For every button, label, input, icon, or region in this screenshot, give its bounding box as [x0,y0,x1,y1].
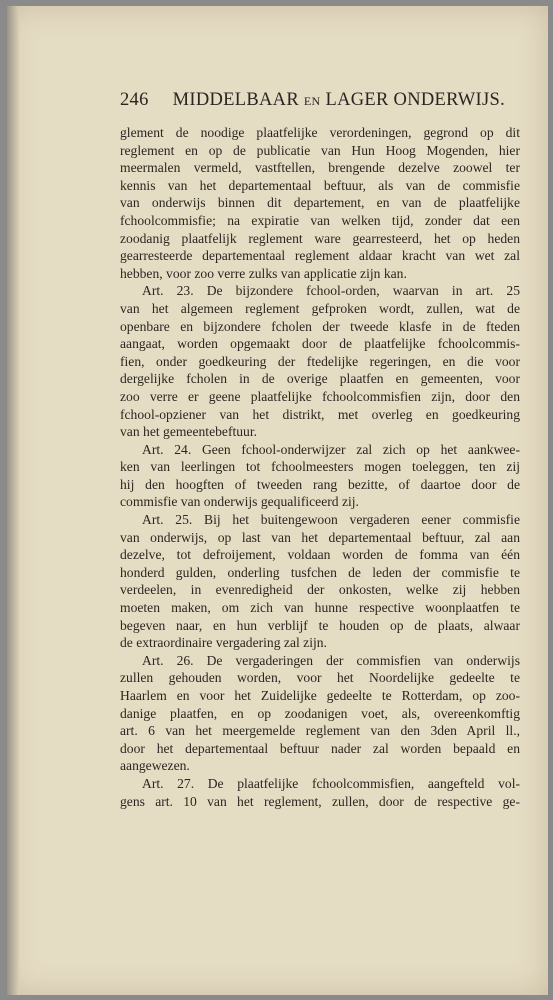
text-line: hij den hoogften of tweeden rang bezitte, of daartoe door de [120,476,520,492]
running-title: MIDDELBAAR EN LAGER ONDERWIJS. [172,90,505,110]
text-line: fchool-opziener van het distrikt, met overleg en goedkeuring [120,406,520,422]
book-page [7,6,548,995]
text-line: dezelve, tot defroijement, voldaan worden de fomma van één [120,547,520,563]
text-line: aangaat, worden opgemaakt door de plaatfelijke fchoolcommis- [120,336,520,352]
text-line: kennis van het departementaal beftuur, als van de commisfie [120,177,520,193]
running-header [120,90,505,111]
page-gutter [7,6,19,995]
text-line: honderd gulden, onderling tusfchen de leden der commisfie te [120,564,520,580]
text-line: Art. 25. Bij het buitengewoon vergaderen eener commisfie [142,512,520,528]
text-line: art. 6 van het meergemelde reglement van den 3den April ll., [120,723,520,739]
text-line: fchoolcommisfie; na expiratie van welken tijd, zonder dat een [120,212,520,228]
text-line: zoodanig plaatfelijk reglement ware gearresteerd, het op heden [120,230,520,246]
text-line: gens art. 10 van het reglement, zullen, door de respective ge- [120,793,520,809]
text-line: reglement en op de publicatie van Hun Hoog Mogenden, hier [120,142,520,158]
text-line: dergelijke fcholen in de overige plaatfen en gemeenten, voor [120,371,520,387]
text-line: zoo verre er geene plaatfelijke fchoolcommisfien zijn, door den [120,388,520,404]
text-line: zullen gehouden worden, voor het Noordelijke gedeelte te [120,670,520,686]
text-line: van het algemeen reglement gefproken wordt, zullen, wat de [120,300,520,316]
text-line: Art. 23. De bijzondere fchool-orden, waarvan in art. 25 [142,283,520,299]
text-line: fien, onder goedkeuring der ftedelijke regeringen, en die voor [120,353,520,369]
text-line: hebben, voor zoo verre zulks van applicatie zijn kan. [120,265,407,281]
text-line: moeten maken, om zich van hunne respective woonplaatfen te [120,600,520,616]
text-line: begeven naar, en hun verblijf te houden op de plaats, alwaar [120,617,520,633]
text-line: openbare en bijzondere fcholen der tweede klasfe in de fteden [120,318,520,334]
text-line: van het gemeentebeftuur. [120,424,258,440]
text-line: Art. 24. Geen fchool-onderwijzer zal zich op het aankwee- [142,441,520,457]
text-line: gearresteerde departementaal reglement aldaar kracht van wet zal [120,248,520,264]
page-number: 246 [120,90,149,110]
text-line: Art. 26. De vergaderingen der commisfien van onderwijs [142,652,520,668]
text-line: Haarlem en voor het Zuidelijke gedeelte te Rotterdam, op zoo- [120,688,520,703]
text-line: ken van leerlingen tot fchoolmeesters mogen toeleggen, ten zij [120,459,520,475]
text-line: verdeelen, in evenredigheid der onkosten, welke zij hebben [120,582,520,598]
text-line: glement de noodige plaatfelijke verordeningen, gegrond op dit [120,125,520,140]
text-line: de extraordinaire vergadering zal zijn. [120,635,327,651]
text-line: Art. 27. De plaatfelijke fchoolcommisfien, aangefteld vol- [142,775,520,791]
text-line: commisfie van onderwijs gequalificeerd zij. [120,494,359,510]
text-line: aangewezen. [120,758,190,774]
text-line: van onderwijs binnen dit departement, en van de plaatfelijke [120,195,520,211]
text-line: danige plaatfen, en op zoodanigen voet, als, overeenkomftig [120,705,520,721]
body-text [120,124,520,810]
text-line: meermalen vermeld, vastftellen, brengende dezelve zoowel ter [120,160,520,176]
text-line: door het departementaal beftuur nader zal worden bepaald en [120,740,520,756]
text-line: van onderwijs, op last van het departementaal beftuur, zal aan [120,529,520,545]
